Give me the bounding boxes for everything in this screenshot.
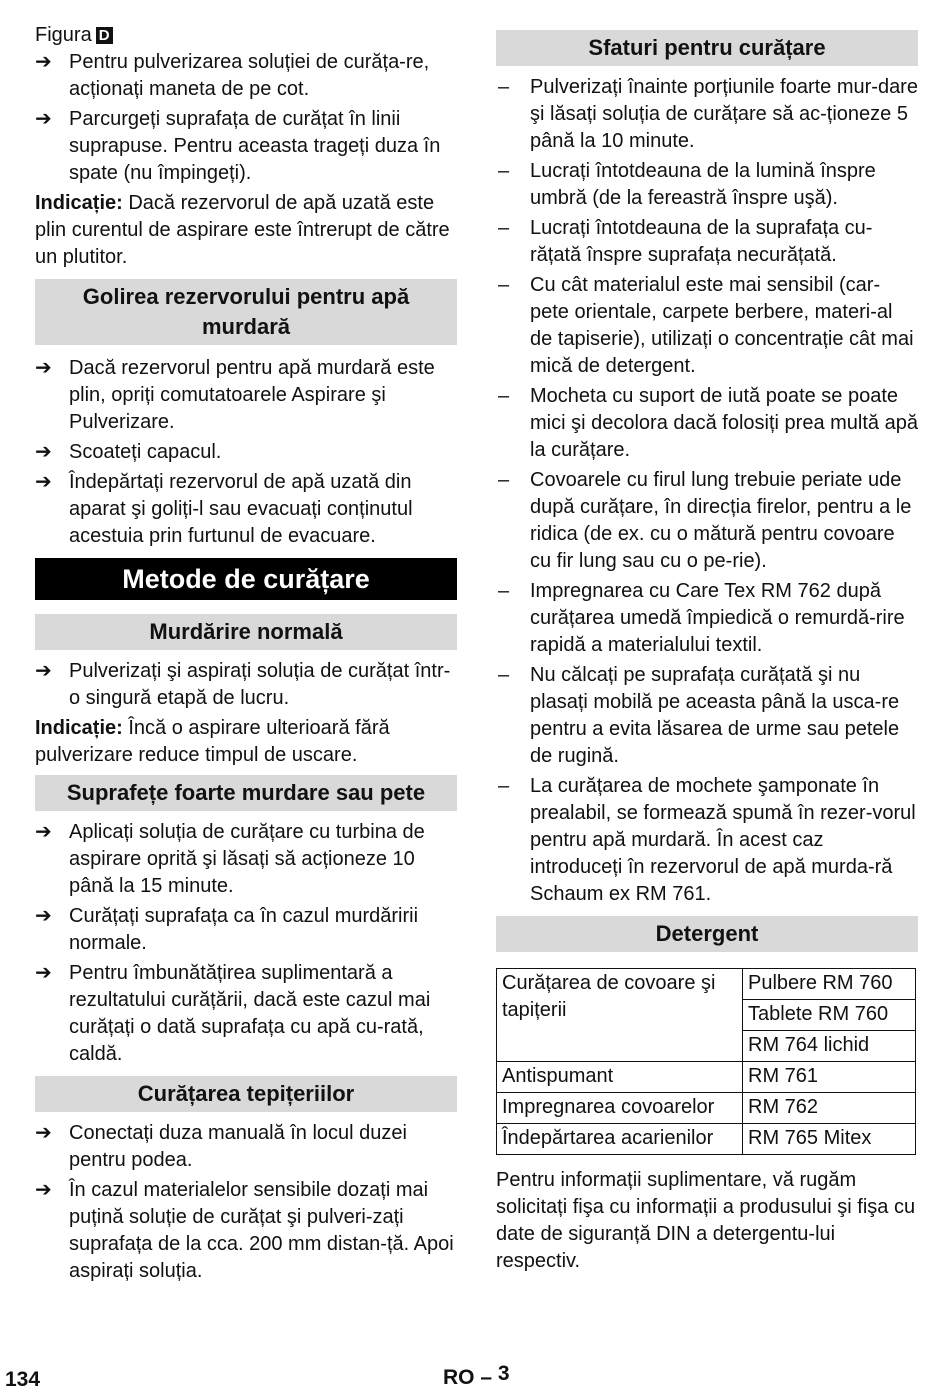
tip-item	[496, 578, 918, 659]
left-column	[35, 22, 457, 1288]
dash-bullet: –	[498, 469, 510, 491]
dash-bullet: –	[498, 385, 510, 407]
step-text: Scoateți capacul.	[69, 441, 222, 463]
step-item	[35, 439, 457, 466]
tip-item	[496, 272, 918, 380]
tip-item	[496, 662, 918, 770]
dash-bullet: –	[498, 217, 510, 239]
tip-item	[496, 215, 918, 269]
section-heading-cleaning-tips: Sfaturi pentru curățare	[496, 30, 918, 66]
tip-text: Impregnarea cu Care Tex RM 762 după curățarea umedă împiedică o remurdă-rire rapidă a materialului textil.	[530, 580, 905, 656]
arrow-icon: ➔	[35, 471, 52, 493]
arrow-icon: ➔	[35, 905, 52, 927]
tip-item	[496, 773, 918, 908]
arrow-icon: ➔	[35, 962, 52, 984]
tip-text: Cu cât materialul este mai sensibil (car-pete orientale, carpete berbere, materi-al de tapiserie), utilizați o concentrație cât mai mică de detergent.	[530, 274, 914, 377]
step-item	[35, 1177, 457, 1285]
step-text: Aplicați soluția de curățare cu turbina de aspirare oprită şi lăsați să acționeze 10 până la 15 minute.	[69, 821, 425, 897]
step-item	[35, 469, 457, 550]
step-item	[35, 355, 457, 436]
tip-text: Lucrați întotdeauna de la lumină înspre umbră (de la fereastră înspre uşă).	[530, 160, 876, 209]
table-row	[497, 969, 916, 1000]
step-item	[35, 903, 457, 957]
step-text: Pulverizați şi aspirați soluția de curățat într-o singură etapă de lucru.	[69, 660, 451, 709]
tip-item	[496, 383, 918, 464]
step-text: Dacă rezervorul pentru apă murdară este plin, opriți comutatoarele Aspirare şi Pulverizare.	[69, 357, 435, 433]
arrow-icon: ➔	[35, 1122, 52, 1144]
table-cell-value: Tablete RM 760	[743, 1000, 916, 1031]
section-heading-empty-tank: Golirea rezervorului pentru apă murdară	[35, 279, 457, 345]
arrow-icon: ➔	[35, 1179, 52, 1201]
step-item	[35, 49, 457, 103]
tip-item	[496, 74, 918, 155]
detergent-table	[496, 968, 916, 1155]
step-item	[35, 960, 457, 1068]
arrow-icon: ➔	[35, 441, 52, 463]
step-text: Curățați suprafața ca în cazul murdăririi normale.	[69, 905, 419, 954]
table-cell-value: Pulbere RM 760	[743, 969, 916, 1000]
dash-bullet: –	[498, 76, 510, 98]
table-cell-value: RM 764 lichid	[743, 1031, 916, 1062]
main-heading-cleaning-methods: Metode de curățare	[35, 558, 457, 600]
note-text: Încă o aspirare ulterioară fără pulverizare reduce timpul de uscare.	[35, 717, 390, 766]
tip-text: Covoarele cu firul lung trebuie periate ude după curățare, în direcția firelor, pentru a le ridica (de ex. cu o mătură pentru covoare cu fir lung sau cu o pe-rie).	[530, 469, 912, 572]
table-row	[497, 1093, 916, 1124]
figure-label: Figura	[35, 24, 92, 46]
section-heading-heavy-dirt: Suprafețe foarte murdare sau pete	[35, 775, 457, 811]
step-text: Pentru pulverizarea soluției de curăța-re, acționați maneta de pe cot.	[69, 51, 430, 100]
tip-text: Lucrați întotdeauna de la suprafața cu-rățată înspre suprafața necurățată.	[530, 217, 873, 266]
step-item	[35, 658, 457, 712]
note-label: Indicație:	[35, 192, 123, 214]
dash-bullet: –	[498, 775, 510, 797]
step-item	[35, 1120, 457, 1174]
tip-text: Mocheta cu suport de iută poate se poate mici şi decolora dacă folosiți prea multă apă la curățare.	[530, 385, 918, 461]
table-cell-value: RM 761	[743, 1062, 916, 1093]
dash-bullet: –	[498, 160, 510, 182]
step-text: Îndepărtați rezervorul de apă uzată din aparat şi goliți-l sau evacuați conținutul acestuia prin furtunul de evacuare.	[69, 471, 413, 547]
section-heading-normal-dirt: Murdărire normală	[35, 614, 457, 650]
tip-text: La curățarea de mochete şamponate în prealabil, se formează spumă în rezer-vorul pentru apă murdară. În acest caz introduceți în rezervorul de apă murda-ră Schaum ex RM 761.	[530, 775, 916, 905]
step-text: Conectați duza manuală în locul duzei pentru podea.	[69, 1122, 407, 1171]
table-cell-value: RM 765 Mitex	[743, 1124, 916, 1155]
table-row	[497, 1062, 916, 1093]
table-cell-value: RM 762	[743, 1093, 916, 1124]
step-item	[35, 106, 457, 187]
arrow-icon: ➔	[35, 357, 52, 379]
arrow-icon: ➔	[35, 821, 52, 843]
dash-bullet: –	[498, 274, 510, 296]
step-item	[35, 819, 457, 900]
figure-reference	[35, 22, 457, 49]
table-cell-label: Îndepărtarea acarienilor	[497, 1124, 743, 1155]
step-text: Parcurgeți suprafața de curățat în linii suprapuse. Pentru aceasta trageți duza în spate (nu împingeți).	[69, 108, 441, 184]
tip-item	[496, 158, 918, 212]
dash-bullet: –	[498, 580, 510, 602]
table-cell-label: Curățarea de covoare şi tapițerii	[497, 969, 743, 1062]
note-paragraph	[35, 190, 457, 271]
table-cell-label: Impregnarea covoarelor	[497, 1093, 743, 1124]
step-text: Pentru îmbunătățirea suplimentară a rezultatului curățării, dacă este cazul mai curățați o dată suprafața cu apă cu-rată, caldă.	[69, 962, 431, 1065]
note-paragraph	[35, 715, 457, 769]
language-page-number: 3	[497, 1362, 510, 1385]
section-heading-detergent: Detergent	[496, 916, 918, 952]
dash-bullet: –	[498, 664, 510, 686]
arrow-icon: ➔	[35, 108, 52, 130]
table-row	[497, 1124, 916, 1155]
closing-paragraph: Pentru informații suplimentare, vă rugăm solicitați fişa cu informații a produsului şi fişa cu date de siguranță DIN a detergentu-lui respectiv.	[496, 1169, 916, 1272]
right-column	[496, 30, 918, 1275]
section-heading-upholstery: Curățarea tepițeriilor	[35, 1076, 457, 1112]
language-code: RO –	[443, 1366, 493, 1389]
tip-text: Pulverizați înainte porțiunile foarte mur-dare şi lăsați soluția de curățare să ac-ționeze 5 până la 10 minute.	[530, 76, 918, 152]
arrow-icon: ➔	[35, 51, 52, 73]
figure-letter-box: D	[96, 27, 113, 44]
tip-text: Nu călcați pe suprafața curățată şi nu plasați mobilă pe aceasta până la usca-re pentru a evita lăsarea de urme sau petele de rugină.	[530, 664, 900, 767]
step-text: În cazul materialelor sensibile dozați mai puțină soluție de curățat şi pulveri-zați suprafața de la cca. 200 mm distan-ță. Apoi aspirați soluția.	[69, 1179, 454, 1282]
arrow-icon: ➔	[35, 660, 52, 682]
note-text: Dacă rezervorul de apă uzată este plin curentul de aspirare este întrerupt de către un plutitor.	[35, 192, 450, 268]
note-label: Indicație:	[35, 717, 123, 739]
table-cell-label: Antispumant	[497, 1062, 743, 1093]
tip-item	[496, 467, 918, 575]
page-number: 134	[5, 1368, 41, 1391]
